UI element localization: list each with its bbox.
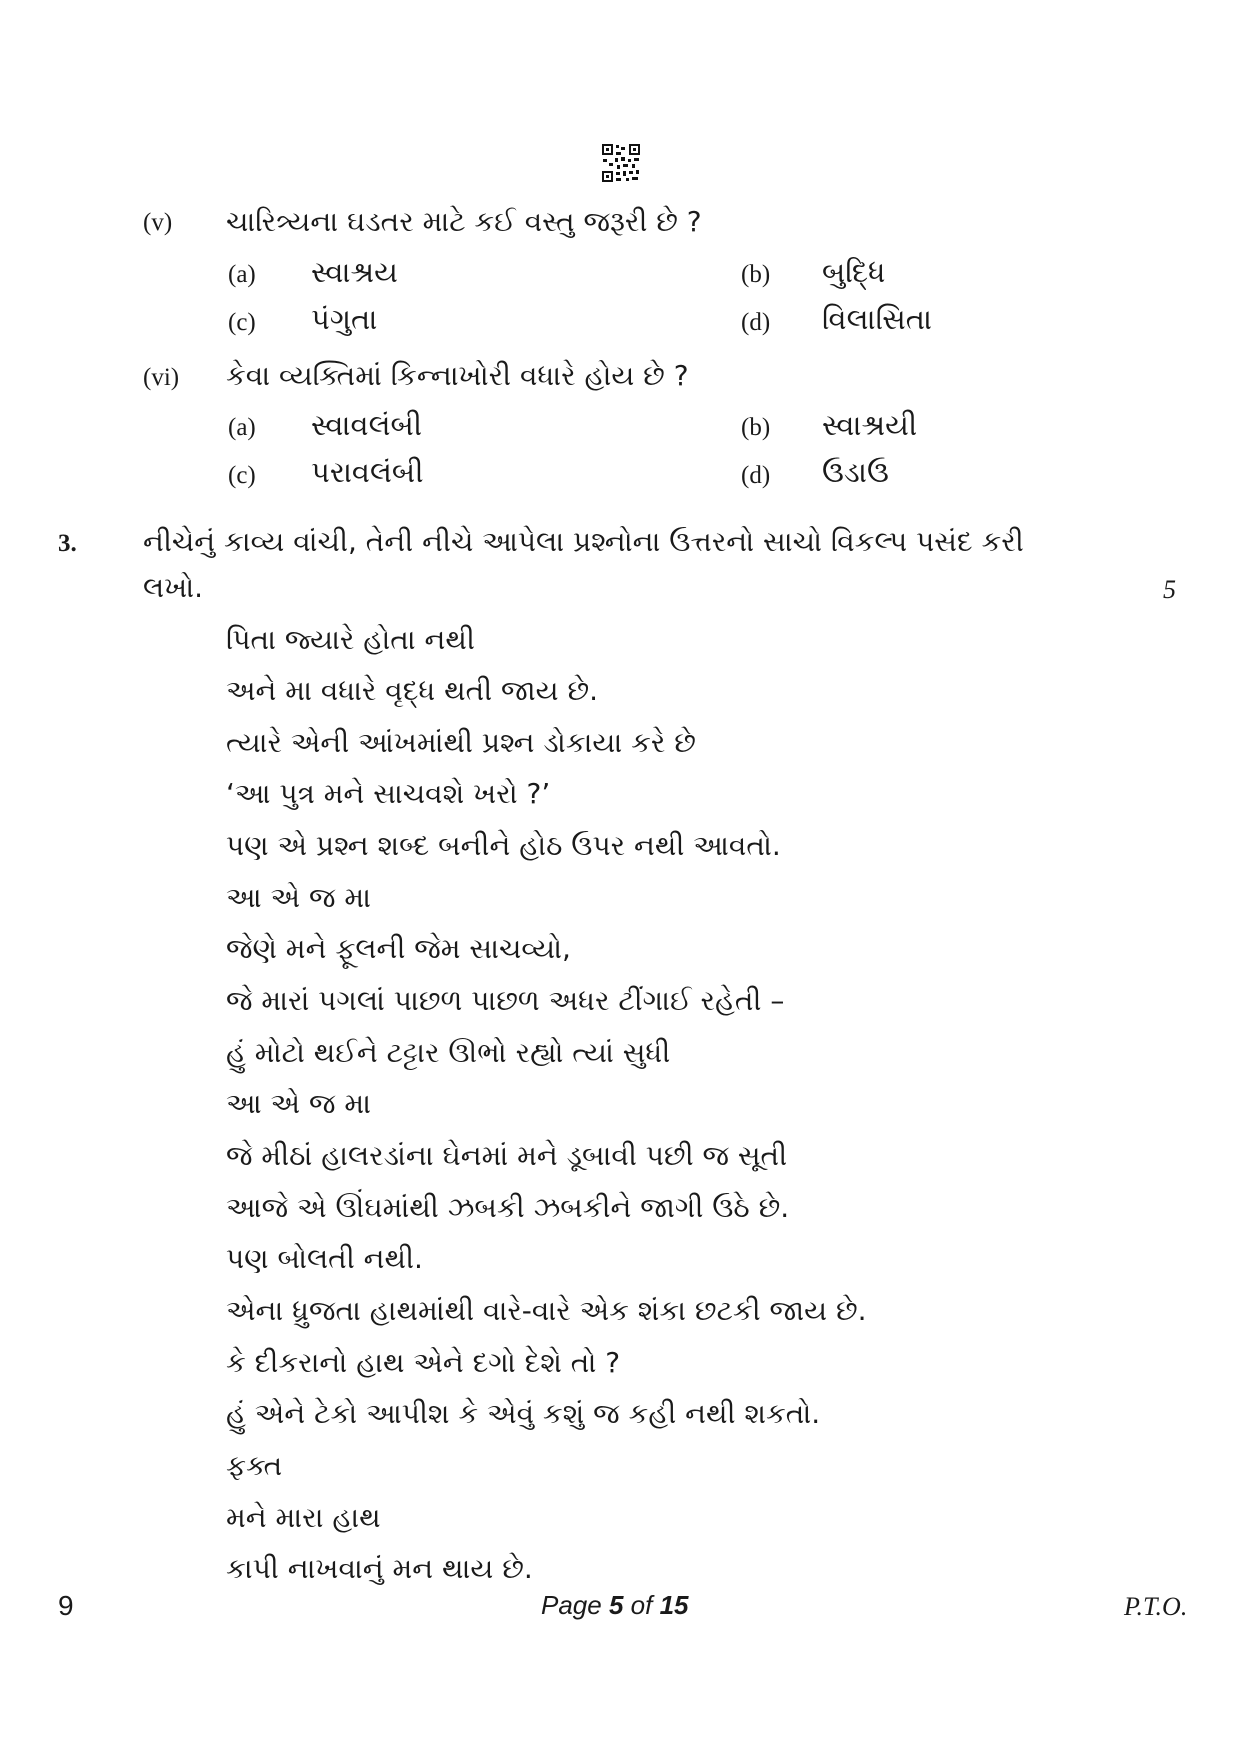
poem-line: જે મારાં પગલાં પાછળ પાછળ અધર ટીંગાઈ રહેતી –: [226, 984, 785, 1017]
poem-line: અને મા વધારે વૃદ્ધ થતી જાય છે.: [226, 674, 599, 707]
option-label: (c): [228, 462, 256, 489]
page-word: Page: [541, 1590, 602, 1620]
poem-line: કે દીકરાનો હાથ એને દગો દેશે તો ?: [226, 1346, 621, 1379]
paper-code: 9: [58, 1590, 74, 1621]
poem-line: ‘આ પુત્ર મને સાચવશે ખરો ?’: [226, 777, 551, 810]
question-number: (vi): [143, 364, 180, 391]
option-text: વિલાસિતા: [822, 302, 933, 336]
qr-code: [601, 143, 641, 183]
option-label: (a): [228, 414, 256, 441]
option-label: (a): [228, 261, 256, 288]
page-indicator: [541, 1590, 689, 1621]
poem-line: પિતા જ્યારે હોતા નથી: [226, 623, 475, 656]
option-text: બુદ્ધિ: [822, 255, 886, 289]
option-label: (b): [741, 414, 771, 441]
poem-line: એના ધ્રુજતા હાથમાંથી વારે-વારે એક શંકા છટકી જાય છે.: [226, 1294, 867, 1327]
option-text: પંગુતા: [311, 302, 378, 336]
question-text: ચારિત્ર્યના ઘડતર માટે કઈ વસ્તુ જરૂરી છે ?: [226, 205, 702, 238]
section-instruction-cont: લખો.: [143, 571, 204, 604]
question-text: કેવા વ્યક્તિમાં કિન્નાખોરી વધારે હોય છે ?: [226, 359, 689, 392]
poem-line: ત્યારે એની આંખમાંથી પ્રશ્ન ડોકાયા કરે છે: [226, 726, 696, 759]
poem-line: હું એને ટેકો આપીશ કે એવું કશું જ કહી નથી શકતો.: [226, 1397, 821, 1430]
poem-line: જે મીઠાં હાલરડાંના ઘેનમાં મને ડૂબાવી પછી જ સૂતી: [226, 1139, 788, 1172]
section-instruction: નીચેનું કાવ્ય વાંચી, તેની નીચે આપેલા પ્રશ્નોના ઉત્તરનો સાચો વિકલ્પ પસંદ કરી: [143, 525, 1024, 558]
option-label: (d): [741, 309, 771, 336]
poem-line: ફક્ત: [226, 1449, 283, 1482]
option-text: પરાવલંબી: [311, 455, 424, 489]
total-pages: 15: [659, 1590, 689, 1620]
poem-line: હું મોટો થઈને ટટ્ટાર ઊભો રહ્યો ત્યાં સુધી: [226, 1036, 671, 1069]
section-marks: 5: [1163, 575, 1176, 604]
poem-line: આજે એ ઊંઘમાંથી ઝબકી ઝબકીને જાગી ઉઠે છે.: [226, 1191, 790, 1224]
poem-line: આ એ જ મા: [226, 1087, 371, 1120]
poem-line: પણ એ પ્રશ્ન શબ્દ બનીને હોઠ ઉપર નથી આવતો.: [226, 829, 781, 862]
question-number: (v): [143, 209, 173, 236]
option-label: (b): [741, 261, 771, 288]
poem-line: મને મારા હાથ: [226, 1501, 381, 1534]
of-word: of: [630, 1590, 653, 1620]
section-number: 3.: [58, 530, 77, 557]
poem-line: કાપી નાખવાનું મન થાય છે.: [226, 1552, 533, 1585]
poem-line: આ એ જ મા: [226, 881, 371, 914]
option-label: (d): [741, 462, 771, 489]
option-label: (c): [228, 309, 256, 336]
option-text: ઉડાઉ: [822, 455, 889, 489]
option-text: સ્વાશ્રય: [311, 255, 398, 289]
option-text: સ્વાવલંબી: [311, 408, 423, 442]
poem-line: જેણે મને ફૂલની જેમ સાચવ્યો,: [226, 932, 571, 965]
poem-line: પણ બોલતી નથી.: [226, 1242, 423, 1275]
pto-label: P.T.O.: [1124, 1592, 1188, 1621]
option-text: સ્વાશ્રયી: [822, 408, 918, 442]
page-number: 5: [608, 1590, 624, 1620]
